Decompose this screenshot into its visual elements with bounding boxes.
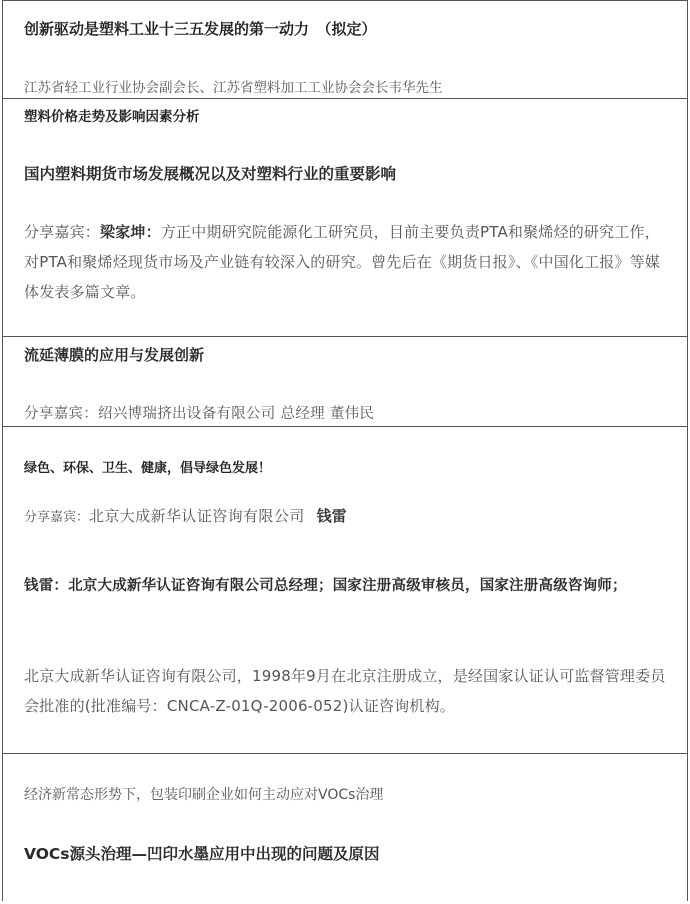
section-2-heading: 塑料价格走势及影响因素分析 bbox=[24, 109, 200, 125]
agenda-section-4 bbox=[3, 427, 687, 754]
guest-prefix: 分享嘉宾： bbox=[24, 223, 101, 241]
guest-company: 北京大成新华认证咨询有限公司 bbox=[89, 507, 305, 525]
agenda-section-2 bbox=[3, 99, 687, 337]
guest-bio: 方正中期研究院能源化工研究员，目前主要负责PTA和聚烯烃的研究工作，对PTA和聚烯烃现货市场及产业链有较深入的研究。曾先后在《期货日报》、《中国化工报》等媒体发表多篇文章。 bbox=[24, 223, 661, 301]
section-4-profile: 钱雷：北京大成新华认证咨询有限公司总经理；国家注册高级审核员，国家注册高级咨询师； bbox=[24, 578, 627, 594]
agenda-section-5 bbox=[3, 754, 687, 904]
section-5-title: VOCs源头治理—凹印水墨应用中出现的问题及原因 bbox=[24, 845, 380, 863]
section-4-company-desc: 北京大成新华认证咨询有限公司，1998年9月在北京注册成立，是经国家认证认可监督管理委员会批准的(批准编号：CNCA-Z-01Q-2006-052)认证咨询机构。 bbox=[24, 667, 666, 715]
section-1-title: 创新驱动是塑料工业十三五发展的第一动力 （拟定） bbox=[24, 20, 377, 38]
guest-name: 梁家坤： bbox=[100, 223, 161, 241]
section-3-title: 流延薄膜的应用与发展创新 bbox=[24, 346, 205, 364]
section-3-guest: 分享嘉宾：绍兴博瑞挤出设备有限公司 总经理 董伟民 bbox=[24, 406, 375, 422]
agenda-section-1 bbox=[3, 1, 687, 99]
section-2-title: 国内塑料期货市场发展概况以及对塑料行业的重要影响 bbox=[24, 165, 397, 183]
guest-prefix: 分享嘉宾： bbox=[24, 510, 90, 525]
section-5-intro: 经济新常态形势下，包装印刷企业如何主动应对VOCs治理 bbox=[24, 787, 384, 803]
agenda-section-3 bbox=[3, 337, 687, 427]
section-2-guest-paragraph bbox=[24, 217, 673, 307]
agenda-document bbox=[2, 0, 688, 901]
section-1-speaker: 江苏省轻工业行业协会副会长、江苏省塑料加工工业协会会长韦华先生 bbox=[24, 80, 443, 96]
guest-name: 钱雷 bbox=[316, 507, 347, 525]
section-4-guest-line bbox=[24, 505, 347, 526]
section-4-title: 绿色、环保、卫生、健康，倡导绿色发展！ bbox=[24, 461, 272, 476]
